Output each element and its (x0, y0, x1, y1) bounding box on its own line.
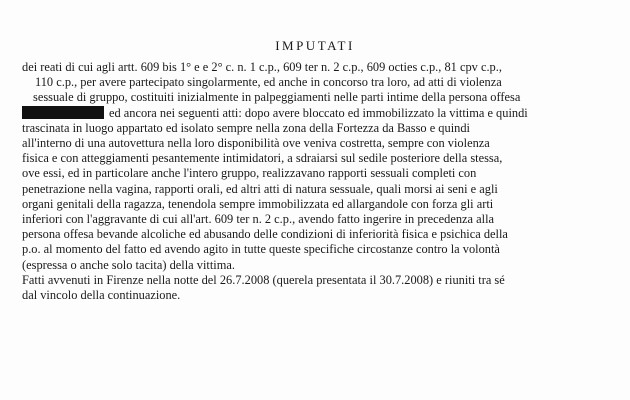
text-line: all'interno di una autovettura nella loro disponibilità ove veniva costretta, sempre con violenza (22, 136, 490, 151)
text-line: dal vincolo della continuazione. (22, 288, 181, 303)
text-line: fisica e con atteggiamenti pesantemente intimidatori, a sdraiarsi sul sedile posteriore della stessa, (22, 151, 503, 166)
text-line: (espressa o anche solo tacita) della vittima. (22, 257, 235, 272)
text-line: dei reati di cui agli artt. 609 bis 1° e e 2° c. n. 1 c.p., 609 ter n. 2 c.p., 609 octies c.p., 81 cpv c.p., (22, 60, 502, 74)
text-line: ove essi, ed in particolare anche l'intero gruppo, realizzavano rapporti sessuali completi con (22, 166, 477, 181)
text-line: p.o. al momento del fatto ed avendo agito in tutte queste specifiche circostanze contro la volontà (22, 242, 500, 257)
text-line: organi genitali della ragazza, tenendola sempre immobilizzata ed allargandole con forza gli arti (22, 196, 494, 211)
text-line: penetrazione nella vagina, rapporti orali, ed altri atti di natura sessuale, quali morsi ai seni e agli (22, 181, 498, 196)
text-line: 110 c.p., per avere partecipato singolarmente, ed anche in concorso tra loro, ad atti di violenza (35, 75, 502, 90)
text-line: Fatti avvenuti in Firenze nella notte del 26.7.2008 (querela presentata il 30.7.2008) e riuniti tra sé (22, 272, 505, 287)
text-line: inferiori con l'aggravante di cui all'art. 609 ter n. 2 c.p., avendo fatto ingerire in precedenza alla (22, 212, 495, 227)
text-line: sessuale di gruppo, costituiti inizialmente in palpeggiamenti nelle parti intime della persona offesa (33, 90, 521, 105)
text-line-redacted (22, 106, 612, 121)
redaction-block (22, 106, 104, 119)
document-heading: IMPUTATI (275, 38, 355, 53)
text-fragment: ed ancora nei seguenti atti: dopo avere bloccato ed immobilizzato la vittima e quindi (109, 105, 528, 120)
text-line: persona offesa bevande alcoliche ed abusando delle condizioni di inferiorità fisica e psichica della (22, 227, 508, 242)
text-line: trascinata in luogo appartato ed isolato sempre nella zona della Fortezza da Basso e quindi (22, 120, 470, 135)
document-body (22, 60, 612, 303)
